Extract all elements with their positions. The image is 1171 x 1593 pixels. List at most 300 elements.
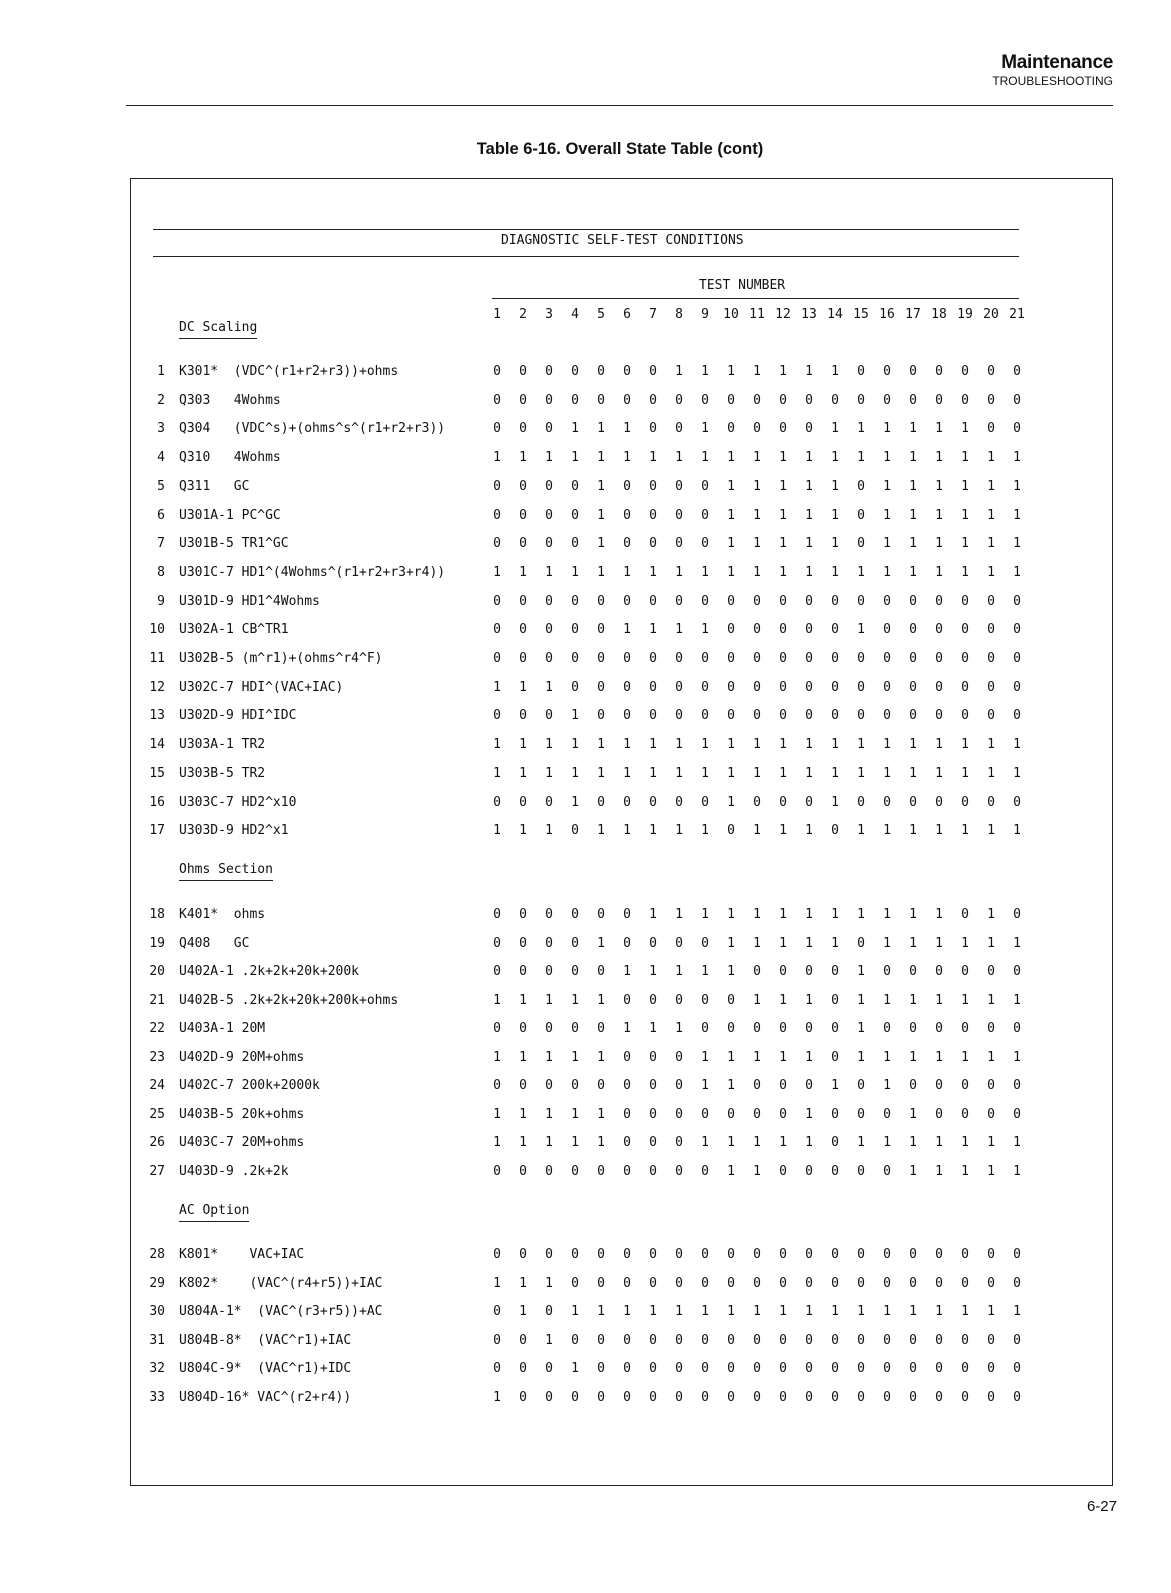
state-cell: 0 [701,1332,709,1348]
state-cell: 0 [831,1163,839,1179]
state-cell: 0 [571,622,579,638]
state-cell: 0 [883,679,891,695]
state-cell: 1 [545,765,553,781]
state-cell: 0 [493,1332,501,1348]
state-cell: 1 [1013,992,1021,1008]
state-cell: 0 [961,593,969,609]
state-cell: 0 [753,1106,761,1122]
state-cell: 0 [597,1021,605,1036]
state-cell: 1 [857,622,865,638]
state-cell: 1 [623,765,631,781]
state-cell: 0 [545,907,553,922]
state-cell: 0 [701,935,709,951]
state-cell: 0 [935,1247,943,1262]
state-cell: 1 [1013,1049,1021,1065]
state-cell: 0 [987,392,995,408]
row-label: U301D-9 HD1^4Wohms [179,593,320,609]
state-cell: 0 [519,935,527,951]
state-cell: 1 [935,421,943,437]
state-cell: 0 [623,992,631,1008]
header-title: Maintenance [1001,52,1113,73]
state-cell: 1 [961,450,969,466]
state-cell: 0 [857,1247,865,1262]
state-cell: 1 [857,1304,865,1320]
state-cell: 1 [727,478,735,494]
row-number: 11 [149,651,165,666]
state-cell: 1 [987,1163,995,1179]
state-cell: 0 [805,1021,813,1036]
state-cell: 0 [623,392,631,408]
state-cell: 0 [883,392,891,408]
state-cell: 1 [701,737,709,753]
state-cell: 1 [883,935,891,951]
state-cell: 0 [779,622,787,638]
state-cell: 1 [1013,450,1021,466]
state-cell: 1 [493,737,501,753]
state-cell: 0 [805,794,813,810]
state-cell: 0 [727,392,735,408]
state-cell: 0 [831,1049,839,1065]
state-cell: 1 [727,564,735,580]
row-label: U302B-5 (m^r1)+(ohms^r4^F) [179,651,383,666]
state-cell: 0 [831,1390,839,1405]
state-cell: 1 [961,1135,969,1150]
state-cell: 0 [857,1275,865,1291]
state-cell: 0 [961,1106,969,1122]
state-cell: 0 [831,1106,839,1122]
state-cell: 1 [883,737,891,753]
state-cell: 0 [987,794,995,810]
state-cell: 0 [493,1078,501,1093]
state-cell: 0 [831,708,839,724]
state-cell: 0 [623,478,631,494]
test-number-17: 17 [905,307,921,322]
state-cell: 1 [987,907,995,922]
state-cell: 1 [935,536,943,552]
state-cell: 1 [961,737,969,753]
state-cell: 1 [883,992,891,1008]
state-cell: 1 [493,1135,501,1150]
state-cell: 0 [649,1390,657,1405]
state-cell: 0 [519,364,527,379]
state-cell: 1 [545,679,553,695]
state-cell: 0 [571,651,579,666]
state-cell: 0 [935,1078,943,1093]
state-cell: 0 [805,651,813,666]
state-cell: 0 [675,708,683,724]
state-cell: 0 [571,478,579,494]
state-cell: 0 [779,1163,787,1179]
state-cell: 0 [623,907,631,922]
state-cell: 0 [987,1021,995,1036]
row-number: 17 [149,823,165,839]
state-cell: 0 [987,679,995,695]
state-cell: 0 [831,1332,839,1348]
test-number-7: 7 [649,307,657,322]
state-cell: 0 [545,1304,553,1320]
state-cell: 1 [545,737,553,753]
state-cell: 0 [753,1332,761,1348]
state-cell: 0 [857,593,865,609]
state-cell: 1 [805,737,813,753]
state-cell: 0 [519,622,527,638]
state-cell: 0 [493,593,501,609]
state-cell: 1 [779,1304,787,1320]
state-cell: 1 [779,765,787,781]
state-cell: 1 [623,823,631,839]
state-cell: 1 [961,564,969,580]
row-number: 22 [149,1021,165,1036]
state-cell: 0 [961,1078,969,1093]
state-cell: 0 [675,1247,683,1262]
state-cell: 0 [883,1247,891,1262]
state-cell: 0 [909,1021,917,1036]
row-number: 27 [149,1163,165,1179]
state-cell: 0 [1013,679,1021,695]
state-cell: 0 [701,679,709,695]
state-cell: 1 [857,992,865,1008]
state-cell: 1 [805,765,813,781]
state-cell: 1 [805,1304,813,1320]
state-cell: 1 [727,450,735,466]
state-cell: 0 [805,1275,813,1291]
state-cell: 0 [831,1135,839,1150]
state-cell: 0 [623,1135,631,1150]
state-cell: 1 [909,507,917,523]
state-cell: 1 [597,1049,605,1065]
state-cell: 1 [571,564,579,580]
state-cell: 0 [987,708,995,724]
row-number: 28 [149,1247,165,1262]
state-cell: 0 [649,1275,657,1291]
state-cell: 0 [493,478,501,494]
state-cell: 0 [493,392,501,408]
state-cell: 1 [753,1163,761,1179]
state-cell: 0 [519,392,527,408]
test-number-10: 10 [723,307,739,322]
state-cell: 0 [701,794,709,810]
state-cell: 0 [571,364,579,379]
state-cell: 0 [597,364,605,379]
state-cell: 0 [519,1332,527,1348]
state-cell: 1 [493,823,501,839]
state-cell: 1 [623,450,631,466]
state-cell: 0 [883,1163,891,1179]
state-cell: 1 [701,907,709,922]
state-cell: 1 [779,536,787,552]
state-cell: 1 [597,536,605,552]
state-cell: 0 [597,708,605,724]
state-cell: 1 [961,823,969,839]
state-cell: 0 [519,1021,527,1036]
state-cell: 0 [649,1163,657,1179]
row-label: U302A-1 CB^TR1 [179,622,289,638]
state-cell: 0 [597,1275,605,1291]
state-cell: 0 [623,364,631,379]
state-cell: 1 [701,1049,709,1065]
state-cell: 1 [935,823,943,839]
state-cell: 1 [753,536,761,552]
state-cell: 0 [545,364,553,379]
state-cell: 1 [909,1135,917,1150]
state-cell: 0 [779,392,787,408]
state-cell: 1 [883,823,891,839]
state-cell: 1 [545,1106,553,1122]
state-cell: 0 [857,392,865,408]
row-number: 30 [149,1304,165,1320]
row-number: 32 [149,1361,165,1377]
state-cell: 0 [753,679,761,695]
state-cell: 0 [571,964,579,979]
state-cell: 1 [519,765,527,781]
state-cell: 0 [753,421,761,437]
state-cell: 1 [649,450,657,466]
state-cell: 0 [649,651,657,666]
state-cell: 0 [545,964,553,979]
state-cell: 1 [649,622,657,638]
state-cell: 0 [909,392,917,408]
section-title: Ohms Section [179,862,273,881]
state-cell: 1 [831,765,839,781]
state-cell: 0 [805,1078,813,1093]
state-cell: 0 [597,1332,605,1348]
state-cell: 0 [623,679,631,695]
state-cell: 1 [545,1275,553,1291]
state-cell: 0 [597,1078,605,1093]
state-cell: 0 [701,392,709,408]
state-cell: 1 [935,1163,943,1179]
state-cell: 0 [623,1275,631,1291]
state-cell: 0 [779,1021,787,1036]
test-number-9: 9 [701,307,709,322]
state-cell: 1 [857,765,865,781]
state-cell: 0 [571,1390,579,1405]
state-cell: 1 [961,478,969,494]
state-cell: 1 [883,1049,891,1065]
state-cell: 0 [961,1247,969,1262]
state-cell: 1 [571,992,579,1008]
state-cell: 1 [935,907,943,922]
state-cell: 0 [649,1135,657,1150]
state-cell: 0 [675,794,683,810]
state-cell: 0 [571,1275,579,1291]
state-cell: 0 [987,964,995,979]
state-cell: 0 [1013,392,1021,408]
row-label: U303B-5 TR2 [179,765,266,781]
state-cell: 1 [597,765,605,781]
state-cell: 0 [493,364,501,379]
state-cell: 0 [805,1361,813,1377]
state-cell: 1 [545,450,553,466]
row-label: U301B-5 TR1^GC [179,536,289,552]
state-cell: 1 [831,564,839,580]
state-cell: 1 [909,1304,917,1320]
row-label: U402D-9 20M+ohms [179,1049,305,1065]
state-cell: 1 [597,450,605,466]
state-cell: 0 [545,593,553,609]
state-cell: 0 [857,364,865,379]
state-cell: 1 [987,823,995,839]
state-cell: 1 [571,737,579,753]
row-number: 21 [149,992,165,1008]
state-cell: 0 [753,593,761,609]
state-cell: 0 [961,708,969,724]
state-cell: 0 [545,794,553,810]
state-cell: 0 [935,651,943,666]
state-cell: 0 [805,622,813,638]
state-cell: 0 [883,1332,891,1348]
row-number: 29 [149,1275,165,1291]
state-cell: 0 [857,708,865,724]
state-cell: 0 [883,964,891,979]
state-cell: 1 [571,450,579,466]
state-cell: 0 [519,1247,527,1262]
state-cell: 1 [779,507,787,523]
state-cell: 0 [883,1106,891,1122]
table-caption: DIAGNOSTIC SELF-TEST CONDITIONS [501,233,744,248]
state-cell: 0 [727,1021,735,1036]
state-cell: 0 [571,907,579,922]
state-cell: 1 [987,478,995,494]
row-number: 20 [149,964,165,979]
state-cell: 1 [545,564,553,580]
state-cell: 1 [831,364,839,379]
state-cell: 0 [701,1021,709,1036]
state-cell: 1 [1013,737,1021,753]
state-cell: 0 [935,364,943,379]
state-cell: 0 [935,679,943,695]
state-cell: 0 [1013,1390,1021,1405]
row-label: K801* VAC+IAC [179,1247,305,1262]
state-cell: 0 [857,478,865,494]
state-cell: 0 [701,593,709,609]
row-number: 25 [149,1106,165,1122]
state-cell: 0 [675,507,683,523]
state-cell: 1 [961,935,969,951]
state-cell: 0 [831,1021,839,1036]
row-label: U403D-9 .2k+2k [179,1163,289,1179]
state-cell: 1 [987,564,995,580]
row-label: U301A-1 PC^GC [179,507,281,523]
header-subtitle: TROUBLESHOOTING [992,74,1113,88]
state-cell: 1 [909,907,917,922]
state-cell: 1 [701,1304,709,1320]
state-cell: 1 [1013,823,1021,839]
state-cell: 0 [961,907,969,922]
state-cell: 0 [727,651,735,666]
state-cell: 0 [909,679,917,695]
row-number: 16 [149,794,165,810]
state-cell: 1 [753,507,761,523]
state-cell: 0 [675,1163,683,1179]
state-cell: 0 [727,708,735,724]
state-cell: 0 [961,1021,969,1036]
state-cell: 0 [857,651,865,666]
state-cell: 0 [1013,964,1021,979]
state-cell: 0 [753,1247,761,1262]
state-cell: 1 [1013,1135,1021,1150]
state-cell: 0 [805,421,813,437]
state-cell: 0 [779,1078,787,1093]
state-cell: 1 [727,536,735,552]
state-cell: 1 [753,1135,761,1150]
state-cell: 0 [909,364,917,379]
state-cell: 0 [649,708,657,724]
state-cell: 0 [753,1021,761,1036]
state-cell: 1 [935,935,943,951]
state-cell: 1 [675,1021,683,1036]
state-cell: 1 [649,907,657,922]
state-cell: 1 [493,1275,501,1291]
state-cell: 0 [701,1247,709,1262]
state-cell: 1 [909,1049,917,1065]
state-cell: 0 [701,1163,709,1179]
state-cell: 1 [961,536,969,552]
state-cell: 0 [623,1078,631,1093]
state-cell: 0 [987,1361,995,1377]
state-cell: 0 [649,392,657,408]
state-cell: 0 [753,392,761,408]
row-number: 6 [157,507,165,523]
state-cell: 1 [935,765,943,781]
state-cell: 0 [623,1361,631,1377]
state-cell: 0 [727,1361,735,1377]
state-cell: 1 [831,450,839,466]
state-cell: 0 [571,1021,579,1036]
state-cell: 0 [519,593,527,609]
state-cell: 1 [961,992,969,1008]
state-cell: 1 [805,507,813,523]
state-cell: 0 [649,992,657,1008]
state-cell: 1 [597,737,605,753]
state-cell: 0 [779,1390,787,1405]
state-cell: 1 [805,478,813,494]
state-cell: 0 [519,1078,527,1093]
state-cell: 1 [701,964,709,979]
state-cell: 0 [1013,907,1021,922]
row-number: 13 [149,708,165,724]
state-cell: 0 [779,1361,787,1377]
state-cell: 1 [623,564,631,580]
state-cell: 0 [675,935,683,951]
state-cell: 0 [701,478,709,494]
state-cell: 0 [545,708,553,724]
state-cell: 1 [883,1304,891,1320]
state-cell: 0 [649,794,657,810]
state-cell: 1 [649,737,657,753]
state-cell: 0 [727,1332,735,1348]
state-cell: 1 [935,478,943,494]
state-cell: 0 [493,1361,501,1377]
test-number-20: 20 [983,307,999,322]
state-cell: 0 [987,1390,995,1405]
state-cell: 0 [961,1361,969,1377]
test-number-13: 13 [801,307,817,322]
state-cell: 0 [779,1332,787,1348]
row-label: U303A-1 TR2 [179,737,266,753]
state-cell: 0 [727,992,735,1008]
state-cell: 1 [961,1163,969,1179]
state-cell: 1 [753,564,761,580]
state-cell: 1 [571,1049,579,1065]
state-cell: 1 [935,564,943,580]
state-cell: 1 [675,622,683,638]
state-cell: 1 [909,823,917,839]
state-cell: 1 [597,1304,605,1320]
state-cell: 1 [545,1135,553,1150]
state-cell: 0 [701,651,709,666]
row-number: 8 [157,564,165,580]
